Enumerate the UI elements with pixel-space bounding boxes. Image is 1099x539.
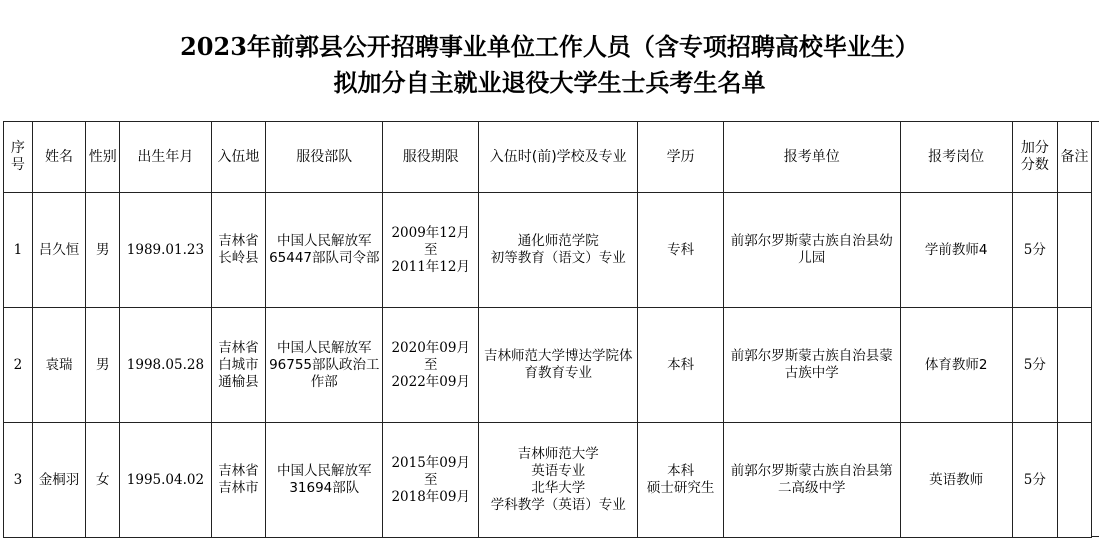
cell-unit: 中国人民解放军31694部队: [266, 423, 383, 538]
cell-remark: [1057, 308, 1091, 423]
table-row: [4, 193, 1092, 308]
cell-employer: 前郭尔罗斯蒙古族自治县幼儿园: [723, 193, 900, 308]
cell-unit: 中国人民解放军65447部队司令部: [266, 193, 383, 308]
cell-gender: 女: [86, 423, 120, 538]
cell-position: 学前教师4: [900, 193, 1012, 308]
cell-gender: 男: [86, 308, 120, 423]
header-school: 入伍时(前)学校及专业: [479, 122, 638, 193]
header-row: [4, 122, 1092, 193]
cell-birth: 1998.05.28: [120, 308, 212, 423]
cell-gender: 男: [86, 193, 120, 308]
candidate-table: [3, 121, 1092, 538]
cell-position: 体育教师2: [900, 308, 1012, 423]
title-line-1: 2023年前郭县公开招聘事业单位工作人员（含专项招聘高校毕业生）: [180, 32, 919, 61]
header-position: 报考岗位: [900, 122, 1012, 193]
cell-remark: [1057, 193, 1091, 308]
cell-bonus: 5分: [1012, 308, 1057, 423]
table-right-margin: [1092, 121, 1099, 537]
header-employer: 报考单位: [723, 122, 900, 193]
cell-school: 通化师范学院 初等教育（语文）专业: [479, 193, 638, 308]
cell-seq: 1: [4, 193, 33, 308]
table-row: [4, 423, 1092, 538]
cell-seq: 3: [4, 423, 33, 538]
cell-education: 本科: [638, 308, 723, 423]
document-title: [0, 0, 1099, 121]
cell-education: 专科: [638, 193, 723, 308]
cell-employer: 前郭尔罗斯蒙古族自治县第二高级中学: [723, 423, 900, 538]
header-origin: 入伍地: [211, 122, 266, 193]
header-education: 学历: [638, 122, 723, 193]
cell-period: 2020年09月 至 2022年09月: [383, 308, 479, 423]
header-remark: 备注: [1057, 122, 1091, 193]
cell-bonus: 5分: [1012, 193, 1057, 308]
header-bonus: 加分分数: [1012, 122, 1057, 193]
cell-seq: 2: [4, 308, 33, 423]
cell-name: 金桐羽: [32, 423, 85, 538]
cell-employer: 前郭尔罗斯蒙古族自治县蒙古族中学: [723, 308, 900, 423]
cell-origin: 吉林省长岭县: [211, 193, 266, 308]
cell-name: 袁瑞: [32, 308, 85, 423]
cell-period: 2009年12月 至 2011年12月: [383, 193, 479, 308]
title-line-2: 拟加分自主就业退役大学生士兵考生名单: [333, 68, 766, 97]
header-seq: 序号: [4, 122, 33, 193]
cell-education: 本科 硕士研究生: [638, 423, 723, 538]
cell-birth: 1995.04.02: [120, 423, 212, 538]
header-name: 姓名: [32, 122, 85, 193]
cell-bonus: 5分: [1012, 423, 1057, 538]
cell-school: 吉林师范大学博达学院体育教育专业: [479, 308, 638, 423]
header-unit: 服役部队: [266, 122, 383, 193]
header-gender: 性别: [86, 122, 120, 193]
cell-name: 吕久恒: [32, 193, 85, 308]
table-row: [4, 308, 1092, 423]
cell-school: 吉林师范大学 英语专业 北华大学 学科教学（英语）专业: [479, 423, 638, 538]
cell-origin: 吉林省白城市通榆县: [211, 308, 266, 423]
cell-remark: [1057, 423, 1091, 538]
cell-position: 英语教师: [900, 423, 1012, 538]
header-birth: 出生年月: [120, 122, 212, 193]
cell-period: 2015年09月 至 2018年09月: [383, 423, 479, 538]
cell-birth: 1989.01.23: [120, 193, 212, 308]
cell-unit: 中国人民解放军96755部队政治工作部: [266, 308, 383, 423]
cell-origin: 吉林省吉林市: [211, 423, 266, 538]
header-period: 服役期限: [383, 122, 479, 193]
